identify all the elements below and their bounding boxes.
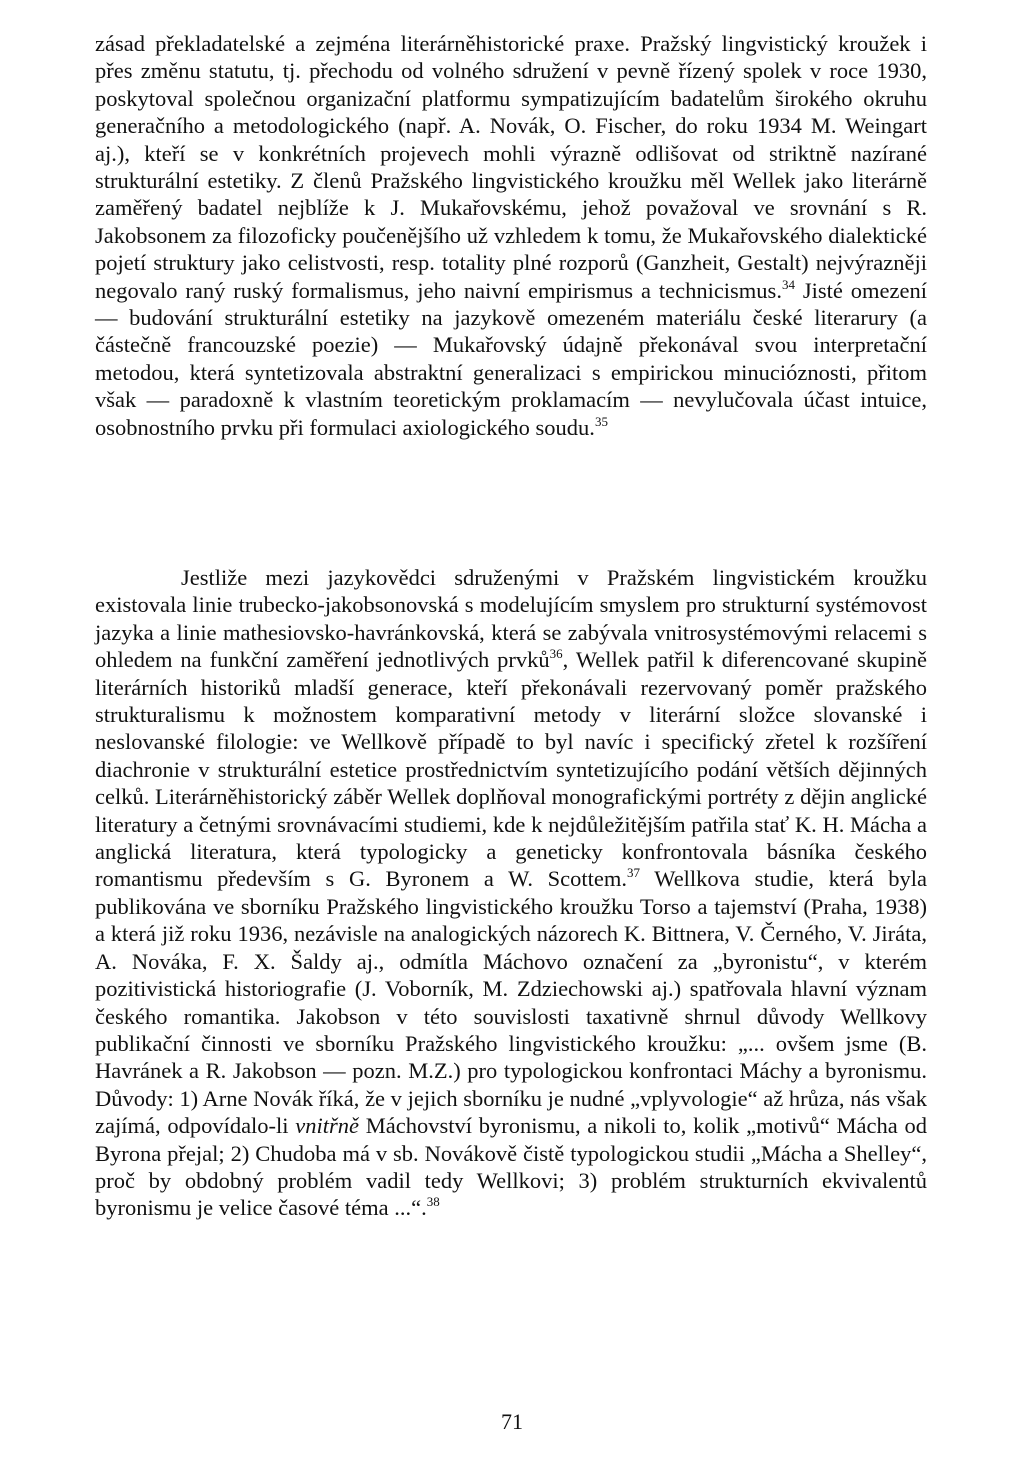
italic-emphasis: vnitřně (295, 1113, 360, 1139)
paragraph-1-text-b: Jisté omezení — budování strukturální estetiky na jazykově omezeném materiálu české literarury (a částečně francouzské poezie) — Mukařovský údajně překonával svou interpretační metodou, která syntetizovala abstraktní generalizaci s empirickou minucióznosti, přitom však — paradoxně k vlastním teoretickým proklamacím — nevylučovala účast intuice, osobnostního prvku při formulaci axiologického soudu. (95, 277, 927, 440)
footnote-ref-36: 36 (549, 646, 563, 662)
paragraph-1 (95, 30, 927, 441)
paragraph-2-text-b: , Wellek patřil k diferencované skupině literárních historiků mladší generace, kteří překonávali rezervovaný poměr pražského strukturalismu k možnostem komparativní metody v literární složce slovanské i neslovanské filologie: ve Wellkově případě to byl navíc i specifický zřetel k rozšíření diachronie v strukturální estetice prostřednictvím syntetizujícího podání větších dějinných celků. Literárněhistorický záběr Wellek doplňoval monografickými portréty z dějin anglické literatury a četnými srovnávacími studiemi, kde k nejdůležitějším patřila stať K. H. Mácha a anglická literatura, která typologicky a geneticky konfrontovala básníka českého romantismu především s G. Byronem a W. Scottem. (95, 647, 928, 892)
footnote-ref-37: 37 (627, 865, 640, 881)
paragraph-2 (95, 564, 927, 1222)
paragraph-2-text-a: Jestliže mezi jazykovědci sdruženými v Pražském lingvistickém kroužku existovala linie trubecko-jakobsonovská s modelujícím smyslem pro strukturní systémovost jazyka a linie mathesiovsko-havránkovská, která se zabývala vnitrosystémovými relacemi s ohledem na funkční zaměření jednotlivých prvků (95, 565, 927, 673)
footnote-ref-34: 34 (781, 276, 795, 292)
paragraph-2-text-d: Máchovství byronismu, a nikoli to, kolik „motivů“ Mácha od Byrona přejal; 2) Chudoba má v sb. Novákově čistě typologickou studii „Mácha a Shelley“, proč by obdobný problém vadil tedy Wellkovi; 3) problém strukturních ekvivalentů byronismu je velice časové téma ...“. (95, 1113, 927, 1221)
footnote-ref-35: 35 (594, 413, 608, 429)
paragraph-1-text-a: zásad překladatelské a zejména literárněhistorické praxe. Pražský lingvistický kroužek i přes změnu statutu, tj. přechodu od volného sdružení v pevně řízený spolek v roce 1930, poskytoval společnou organizační platformu sympatizujícím badatelům širokého okruhu generačního a metodologického (např. A. Novák, O. Fischer, do roku 1934 M. Weingart aj.), kteří se v konkrétních projevech mohli výrazně odlišovat od striktně nazírané strukturální estetiky. Z členů Pražského lingvistického kroužku měl Wellek jako literárně zaměřený badatel nejblíže k J. Mukařovskému, jehož považoval ve srovnání s R. Jakobsonem za filozoficky poučenějšího už vzhledem k tomu, že Mukařovského dialektické pojetí struktury jako celistvosti, resp. totality plné rozporů (Ganzheit, Gestalt) nejvýrazněji negovalo raný ruský formalismus, jeho naivní empirismus a technicismus. (95, 31, 927, 303)
paragraph-2-text-c: Wellkova studie, která byla publikována ve sborníku Pražského lingvistického kroužku Torso a tajemství (Praha, 1938) a která již roku 1936, nezávisle na analogických názorech K. Bittnera, V. Černého, V. Jiráta, A. Nováka, F. X. Šaldy aj., odmítla Máchovo označení za „byronistu“, v kterém pozitivistická historiografie (J. Voborník, M. Zdziechowski aj.) spatřovala hlavní význam českého romantika. Jakobson v této souvislosti taxativně shrnul důvody Wellkovy publikační činnosti ve sborníku Pražského lingvistického kroužku: „... ovšem jsme (B. Havránek a R. Jakobson — pozn. M.Z.) pro typologickou konfrontaci Máchy a byronismu. Důvody: 1) Arne Novák říká, že v jejich sborníku je nudné „vplyvologie“ až hrůza, nás však zajímá, odpovídalo-li (95, 866, 927, 1139)
page-number: 71 (501, 1409, 523, 1434)
footnote-ref-38: 38 (426, 1194, 440, 1210)
